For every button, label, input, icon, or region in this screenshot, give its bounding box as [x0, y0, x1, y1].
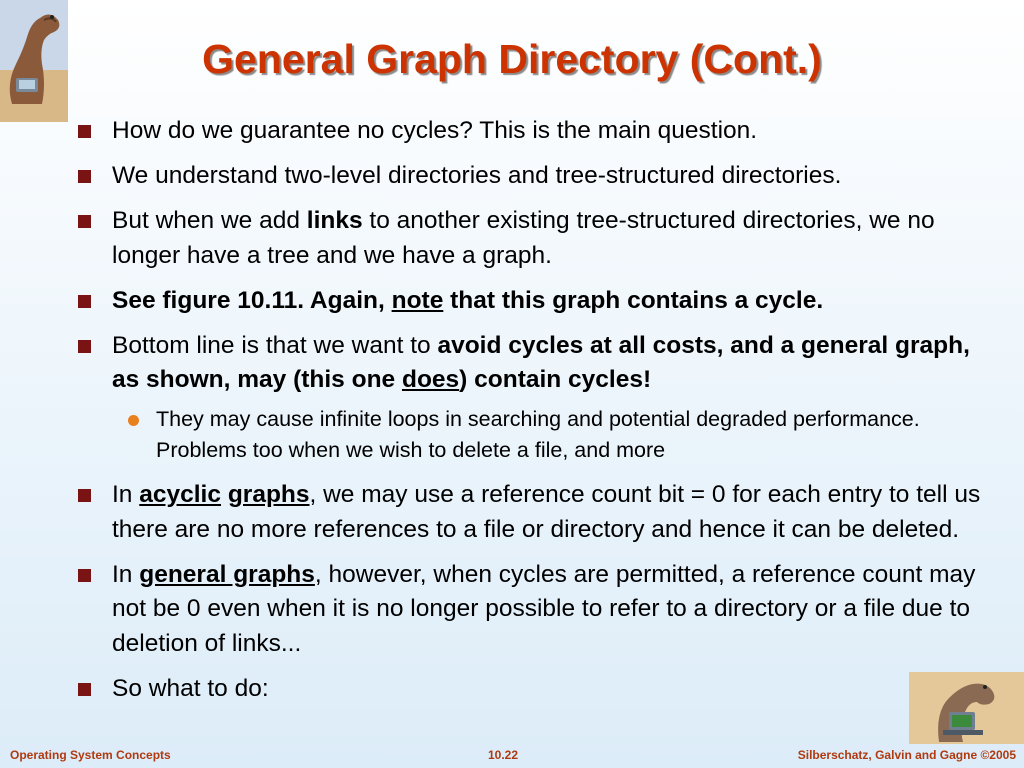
- square-bullet-icon: [78, 569, 91, 582]
- footer-copyright: Silberschatz, Galvin and Gagne ©2005: [797, 748, 1016, 762]
- list-item: We understand two-level directories and tree-structured directories.: [76, 159, 996, 194]
- footer-slide-number: 10.22: [488, 748, 519, 762]
- slide-title: General Graph Directory (Cont.): [202, 36, 822, 82]
- square-bullet-icon: [78, 295, 91, 308]
- list-item: See figure 10.11. Again, note that this graph contains a cycle.: [76, 284, 996, 319]
- list-item: In general graphs, however, when cycles are permitted, a reference count may not be 0 even when it is no longer possible to refer to a directory or a file due to deletion of links...: [76, 558, 996, 662]
- footer-course-title: Operating System Concepts: [10, 748, 171, 762]
- square-bullet-icon: [78, 489, 91, 502]
- square-bullet-icon: [78, 170, 91, 183]
- sub-list-item: They may cause infinite loops in searching and potential degraded performance. Problems too when we wish to delete a file, and more: [122, 404, 996, 466]
- dinosaur-computer-icon: [909, 672, 1024, 744]
- list-item: So what to do:: [76, 672, 996, 707]
- square-bullet-icon: [78, 683, 91, 696]
- square-bullet-icon: [78, 125, 91, 138]
- round-bullet-icon: [128, 415, 139, 426]
- list-item: In acyclic graphs, we may use a reference count bit = 0 for each entry to tell us there are no more references to a file or directory and hence it can be deleted.: [76, 478, 996, 547]
- list-item: How do we guarantee no cycles? This is the main question.: [76, 114, 996, 149]
- square-bullet-icon: [78, 340, 91, 353]
- square-bullet-icon: [78, 215, 91, 228]
- bullet-list: [76, 114, 996, 717]
- list-item: Bottom line is that we want to avoid cycles at all costs, and a general graph, as shown, may (this one does) contain cycles!: [76, 329, 996, 398]
- list-item: But when we add links to another existing tree-structured directories, we no longer have a tree and we have a graph.: [76, 204, 996, 273]
